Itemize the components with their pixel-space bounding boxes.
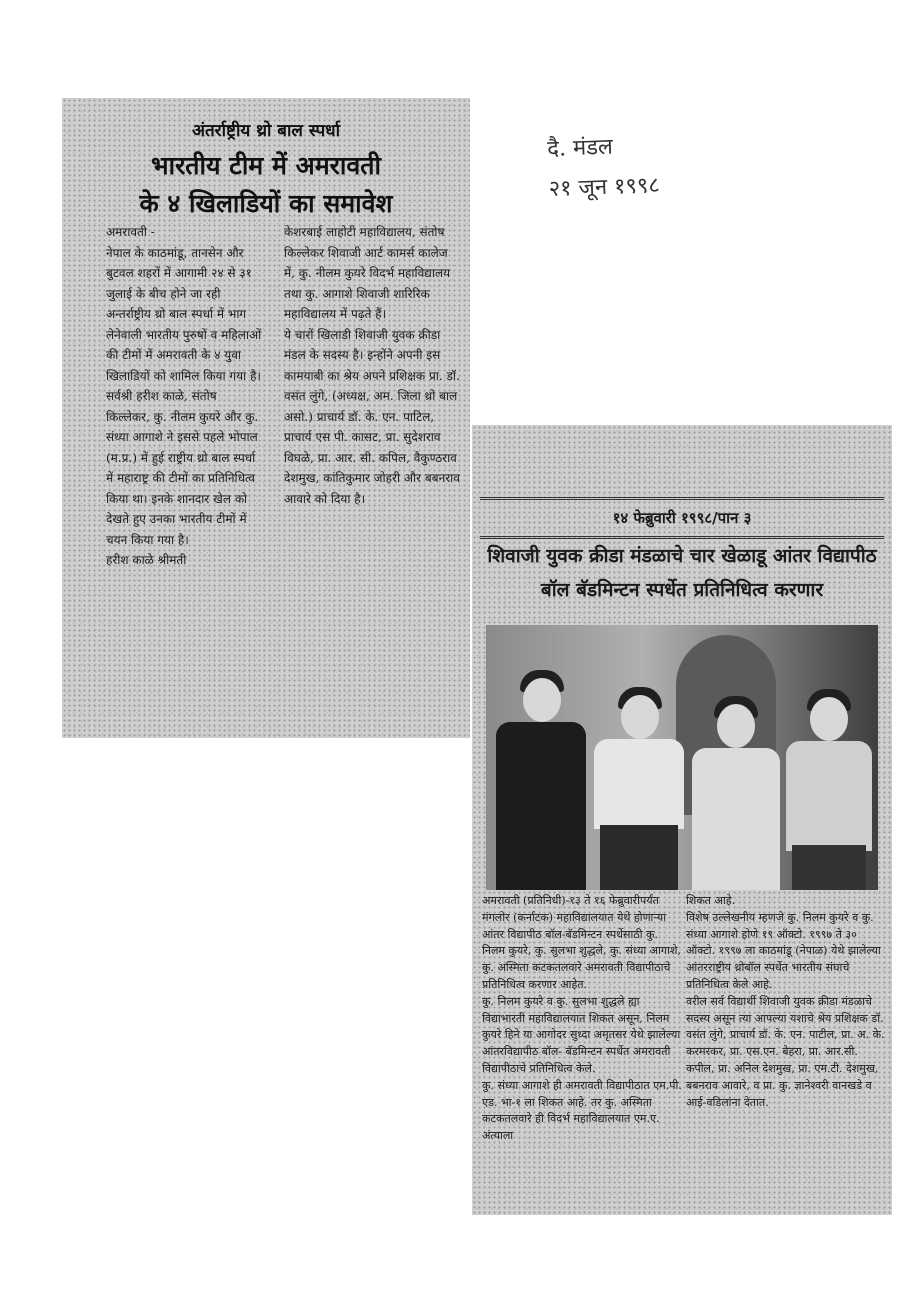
clipping-headline-line2: बॉल बॅडमिन्टन स्पर्धेत प्रतिनिधित्व करणार (540, 579, 824, 601)
handwritten-source: दै. मंडल (546, 134, 614, 162)
article-column-right (686, 893, 886, 1111)
article-paragraph: अमरावती - (106, 225, 155, 239)
article-column-right (284, 222, 462, 509)
article-paragraph: नेपाल के काठमांडू, तानसेन और बुटवल शहरों में आगामी २४ से ३१ जुलाई के बीच होने जा रही अन्तर्राष्ट्रीय थ्रो बाल स्पर्धा में भाग लेनेवाली भारतीय पुरुषों व महिलाओं की टीमों में अमरावती के ४ युवा खिलाडियों को शामिल किया गया है। (106, 245, 262, 383)
clipping-headline-line1: शिवाजी युवक क्रीडा मंडळाचे चार खेळाडू आंतर विद्यापीठ (487, 545, 877, 567)
clipping-dateline: १४ फेब्रुवारी १९९८/पान ३ (480, 497, 884, 539)
article-paragraph: सर्वश्री हरीश काळे, संतोष किल्लेकर, कु. नीलम कुयरे और कु. संध्या आगाशे ने इससे पहले भोपाल (म.प्र.) में हुई राष्ट्रीय थ्रो बाल स्पर्धा में महाराष्ट्र की टीमों का प्रतिनिधित्व किया था। इनके शानदार खेल को देखते हुए उनका भारतीय टीमों में चयन किया गया है। (106, 389, 259, 547)
clipping-headline-line1: भारतीय टीम में अमरावती (151, 151, 381, 180)
handwritten-note (547, 126, 661, 210)
handwritten-date: २१ जून १९९८ (548, 173, 661, 202)
article-paragraph: केशरबाई लाहोटी महाविद्यालय, संतोष किल्लेकर शिवाजी आर्ट कामर्स कालेज में, कु. नीलम कुयरे विदर्भ महाविद्यालय तथा कु. आगाशे शिवाजी शारिरिक महाविद्यालय में पढ़ते हैं। (284, 225, 451, 321)
player-figure (692, 690, 780, 890)
article-paragraph: कु. निलम कुयरे व कु. सुलभा शुद्धले ह्या विद्याभारती महाविद्यालयात शिकत असून, निलम कुयरे हिने या आगोदर सुध्दा अमृतसर येथे झालेल्या आंतरविद्यापीठ बॉल- बॅडमिन्टन स्पर्धेत अमरावती विद्यापीठाचे प्रतिनिधित्व केले. (482, 994, 681, 1075)
article-paragraph: अमरावती (प्रतिनिधी)-१३ ते १६ फेब्रुवारीपर्यंत मंगलोर (कर्नाटक) महाविद्यालयात येथे होणाऱ्या आंतर विद्यापीठ बॉल-बॅडमिन्टन स्पर्धेसाठी कु. निलम कुयरे, कु. सुलभा शुद्धले, कु. संध्या आगाशे, कु. अस्मिता कटकतलवारे अमरावती विद्यापीठाचे प्रतिनिधित्व करणार आहेत. (482, 894, 681, 991)
player-figure (594, 675, 684, 890)
newspaper-clipping-hindi (62, 98, 470, 738)
article-column-left (106, 222, 262, 571)
newspaper-clipping-marathi (472, 425, 892, 1215)
article-paragraph: कु. संध्या आगाशे ही अमरावती विद्यापीठात एम.पी. एड. भा-१ ला शिकत आहे. तर कु. अस्मिता कटकतलवारे ही विदर्भ महाविद्यालयात एम.ए. अंत्याला (482, 1078, 682, 1143)
article-paragraph: शिकत आहे. (686, 894, 736, 907)
article-paragraph: ये चारों खिलाडी शिवाजी युवक क्रीडा मंडल के सदस्य है। इन्होंने अपनी इस कामयाबी का श्रेय अपने प्रशिक्षक प्रा. डॉ. वसंत लुंगे, (अध्यक्ष, अम. जिला थ्रो बाल असो.) प्राचार्य डॉ. के. एन. पाटिल, प्राचार्य एस पी. कासट, प्रा. सुदेशराव विघळे, प्रा. आर. सी. कपिल, वैकुण्ठराव देशमुख, कांतिकुमार जोहरी और बबनराव आवारे को दिया है। (284, 327, 460, 506)
article-paragraph: विशेष उल्लेखनीय म्हणजे कु. निलम कुयरे व कु. संध्या आगाशे होणे १९ ऑक्टो. १९९७ ते ३० ऑक्टो. १९९७ ला काठमांडू (नेपाळ) येथे झालेल्या आंतरराष्ट्रीय थ्रोबॉल स्पर्धेत भारतीय संघाचे प्रतिनिधित्व केले आहे. (686, 910, 881, 991)
player-figure (786, 685, 872, 890)
clipping-kicker: अंतर्राष्ट्रीय थ्रो बाल स्पर्धा (191, 121, 340, 141)
article-column-left (482, 893, 682, 1145)
player-figure (496, 660, 586, 890)
article-paragraph: वरील सर्व विद्यार्थी शिवाजी युवक क्रीडा मंडळाचे सदस्य असून त्या आपल्या यशाचे श्रेय प्रशिक्षक डॉ. वसंत लुंगे, प्राचार्य डॉ. के. एन. पाटील, प्रा. अ. के. करमरकर, प्रा. एस.एन. बेहरा, प्रा. आर.सी. कपील, प्रा. अनिल देशमुख, प्रा. एम.टी. देशमुख, बबनराव आवारे, व प्रा. कु. ज्ञानेश्वरी वानखडे व आई-वडिलांना देतात. (686, 994, 885, 1109)
clipping-headline-line2: के ४ खिलाडियों का समावेश (139, 189, 393, 218)
team-photo (486, 625, 878, 890)
clipping-headline (480, 539, 884, 607)
article-paragraph: हरीश काळे श्रीमती (106, 553, 187, 567)
